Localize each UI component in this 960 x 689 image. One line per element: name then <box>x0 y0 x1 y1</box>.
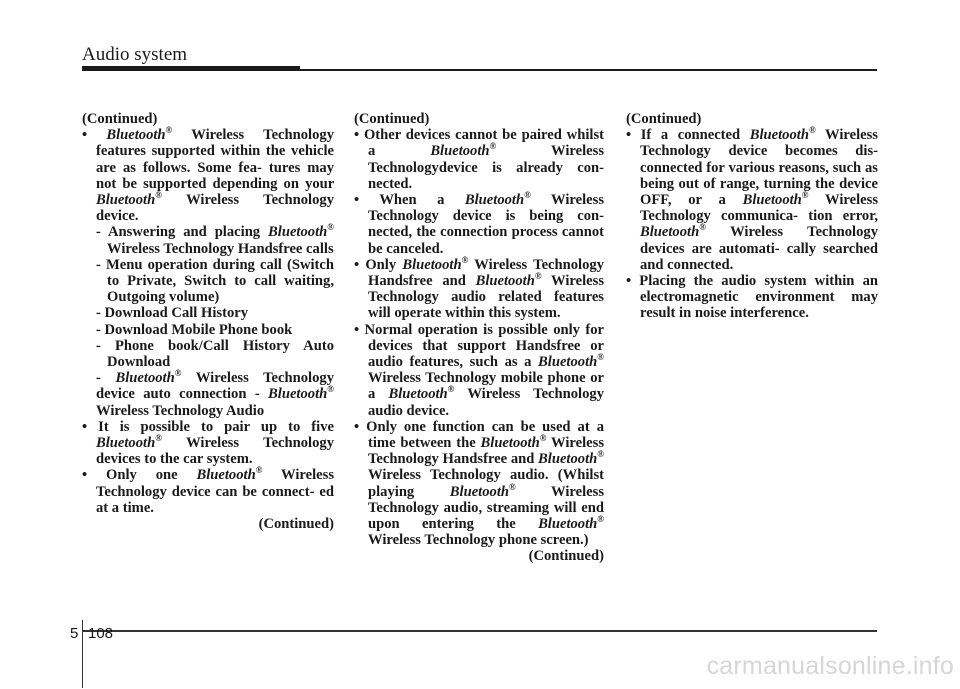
page-number: 108 <box>88 625 114 642</box>
header-rule-thick <box>82 66 300 71</box>
bullet-item: • Bluetooth® Wireless Technology features supported within the vehicle are as follows. Some fea- tures may not be supported depending on your Bluetooth® Wireless Technology device. <box>82 125 334 225</box>
bullet-item: • Normal operation is possible only for devices that support Handsfree or audio features, such as a Bluetooth® Wireless Technology mobile phone or a Bluetooth® Wireless Technology audio device. <box>354 321 604 419</box>
sub-item: - Menu operation during call (Switch to Private, Switch to call waiting, Outgoing volume) <box>96 256 334 306</box>
bullet-item: • Only one function can be used at a time between the Bluetooth® Wireless Technology Handsfree and Bluetooth® Wireless Technology audio. (Whilst playing Bluetooth® Wireless Technology audio, streaming will end upon entering the Bluetooth® Wireless Technology phone screen.) <box>354 418 604 549</box>
sub-item: - Bluetooth® Wireless Technology device auto connection - Bluetooth® Wireless Technology Audio <box>96 368 334 419</box>
sub-item: - Answering and placing Bluetooth® Wireless Technology Handsfree calls <box>96 222 334 257</box>
bullet-item: • When a Bluetooth® Wireless Technology device is being con- nected, the connection process cannot be canceled. <box>354 190 605 257</box>
watermark: carmanualsonline.info <box>706 652 954 680</box>
footer-rule <box>82 630 877 632</box>
continued-label: (Continued) <box>82 111 158 127</box>
continued-label: (Continued) <box>626 111 702 127</box>
continued-label: (Continued) <box>354 111 430 127</box>
text-column-2 <box>354 111 604 565</box>
text-column-3 <box>626 111 878 322</box>
bullet-item: • Other devices cannot be paired whilst a Bluetooth® Wireless Technologydevice is already con- nected. <box>354 127 604 192</box>
text-column-1 <box>82 111 334 532</box>
continued-label: (Continued) <box>528 548 604 565</box>
bullet-item: • If a connected Bluetooth® Wireless Technology device becomes dis- connected for various reasons, such as being out of range, turning the device OFF, or a Bluetooth® Wireless Technology communica- tion error, Bluetooth® Wireless Technology devices are automati- cally searched and connected. <box>626 125 878 273</box>
bullet-item: • Only one Bluetooth® Wireless Technology device can be connect- ed at a time. <box>82 465 335 516</box>
bullet-item: • Only Bluetooth® Wireless Technology Handsfree and Bluetooth® Wireless Technology audio related features will operate within this system. <box>354 254 604 322</box>
section-title: Audio system <box>82 44 188 65</box>
chapter-number: 5 <box>70 625 79 642</box>
header-rule-thin <box>300 69 877 71</box>
footer-divider <box>82 620 83 688</box>
bullet-item: • Placing the audio system within an electromagnetic environment may result in noise interference. <box>626 273 878 322</box>
sub-item: - Download Call History <box>96 305 249 322</box>
continued-label: (Continued) <box>258 516 334 533</box>
sub-item: - Download Mobile Phone book <box>96 321 293 338</box>
sub-item: - Phone book/Call History Auto Download <box>96 337 334 371</box>
bullet-item: • It is possible to pair up to five Bluetooth® Wireless Technology devices to the car system. <box>82 418 334 468</box>
